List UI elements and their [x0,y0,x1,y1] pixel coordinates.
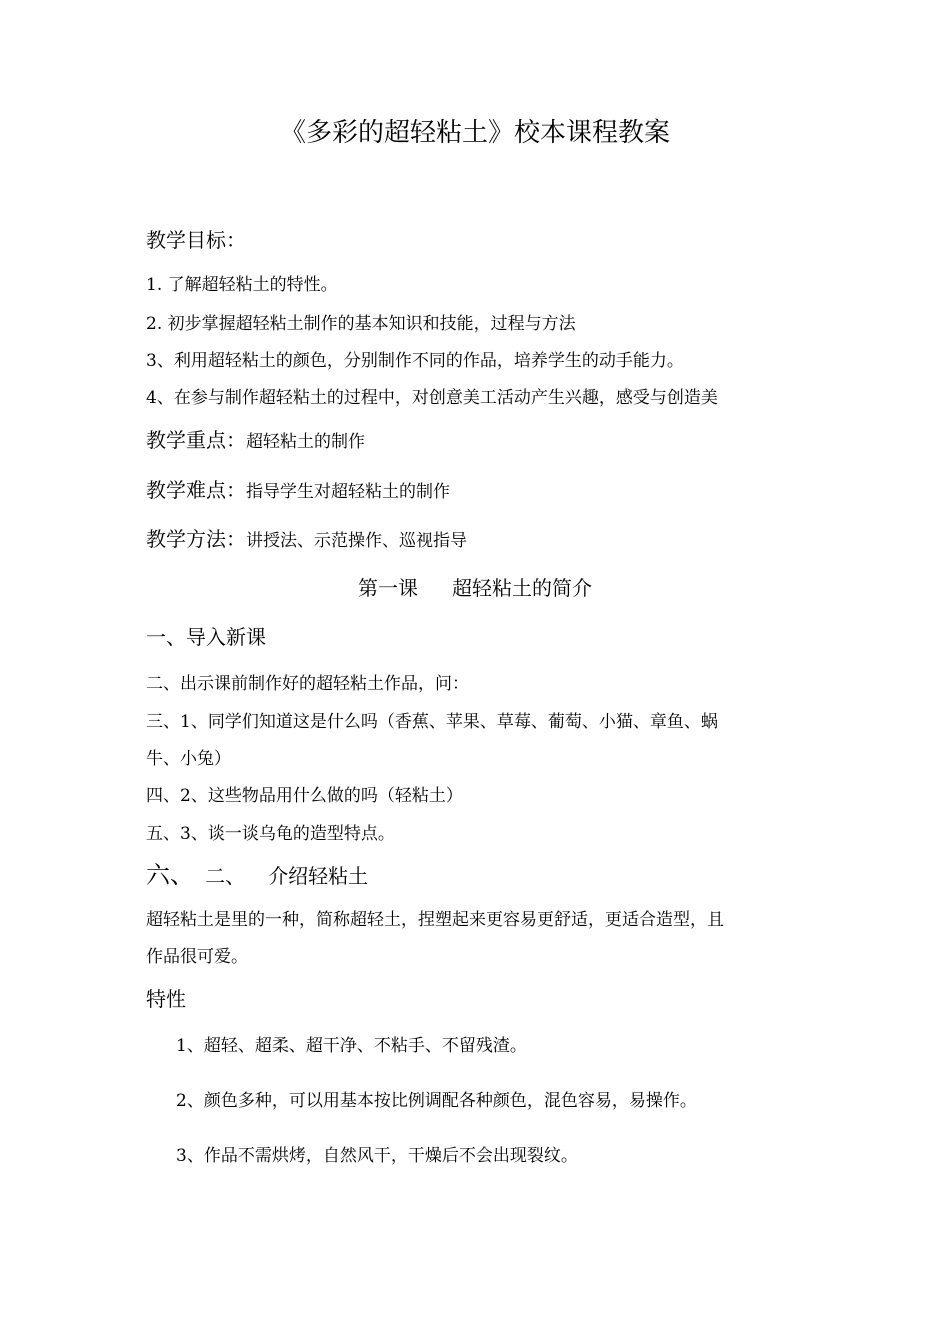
objective-item-2: 2. 初步掌握超轻粘土制作的基本知识和技能，过程与方法 [146,314,576,334]
key-point-label: 教学重点： [146,428,246,452]
section2-heading [146,855,368,890]
lesson-name: 超轻粘土的简介 [452,576,592,600]
section2-title: 介绍轻粘土 [268,864,369,888]
intro-line-4: 四、2、这些物品用什么做的吗（轻粘土） [146,786,463,806]
key-point-value: 超轻粘土的制作 [246,432,365,452]
method-label: 教学方法： [146,527,246,551]
difficulty-value: 指导学生对超轻粘土的制作 [246,482,450,502]
clay-description-line-1: 超轻粘土是里的一种，简称超轻土，捏塑起来更容易更舒适，更适合造型，且 [146,910,724,930]
features-heading: 特性 [146,987,186,1011]
lesson-number: 第一课 [358,576,418,600]
section2-numeral: 二、 [205,864,246,888]
objective-item-1: 1. 了解超轻粘土的特性。 [146,275,338,295]
key-point-row [146,424,365,453]
intro-line-1: 二、出示课前制作好的超轻粘土作品，问： [146,674,469,694]
objective-item-4: 4、在参与制作超轻粘土的过程中，对创意美工活动产生兴趣，感受与创造美 [146,388,718,408]
intro-heading: 一、导入新课 [146,625,266,649]
feature-item-2: 2、颜色多种，可以用基本按比例调配各种颜色，混色容易，易操作。 [176,1091,697,1111]
difficulty-label: 教学难点： [146,478,246,502]
method-row [146,523,467,552]
intro-line-2: 三、1、同学们知道这是什么吗（香蕉、苹果、草莓、葡萄、小猫、章鱼、蜗 [146,712,718,732]
difficulty-row [146,474,450,503]
intro-line-5: 五、3、谈一谈乌龟的造型特点。 [146,824,395,844]
clay-description-line-2: 作品很可爱。 [146,947,248,967]
objectives-heading: 教学目标： [146,228,246,252]
lesson-heading [0,572,950,601]
feature-item-1: 1、超轻、超柔、超干净、不粘手、不留残渣。 [176,1036,527,1056]
document-title: 《多彩的超轻粘土》校本课程教案 [279,118,670,148]
intro-line-3: 牛、小兔） [146,749,231,769]
method-value: 讲授法、示范操作、巡视指导 [246,531,467,551]
feature-item-3: 3、作品不需烘烤，自然风干，干燥后不会出现裂纹。 [176,1146,578,1166]
objective-item-3: 3、利用超轻粘土的颜色，分别制作不同的作品，培养学生的动手能力。 [146,351,684,371]
section2-prefix: 六、 [146,861,194,889]
